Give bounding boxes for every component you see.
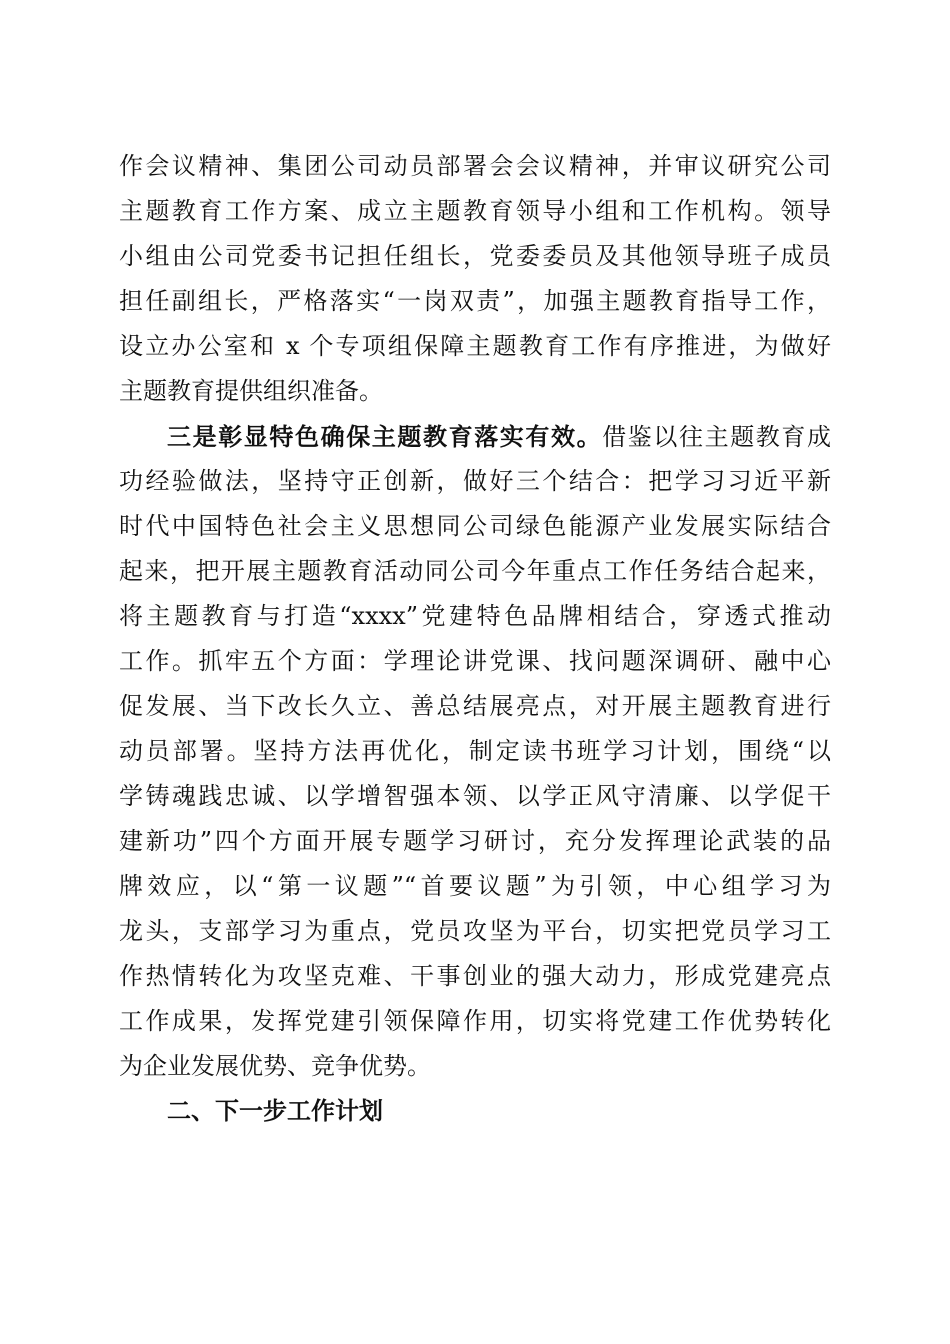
document-body	[119, 144, 831, 1134]
paragraph-2-lead-rest: 借鉴以往主题教育成	[602, 423, 831, 451]
paragraph-2-line: 为企业发展优势、竞争优势。	[119, 1052, 431, 1080]
paragraph-2-line: 牌效应，以“第一议题”“首要议题”为引领，中心组学习为	[119, 872, 831, 900]
paragraph-2-line: 工作。抓牢五个方面：学理论讲党课、找问题深调研、融中心	[119, 647, 831, 675]
section-heading: 二、下一步工作计划	[167, 1097, 383, 1125]
paragraph-1-line: 担任副组长，严格落实“一岗双责”，加强主题教育指导工作，	[119, 287, 831, 315]
paragraph-2-line: 将主题教育与打造“xxxx”党建特色品牌相结合，穿透式推动	[119, 602, 831, 630]
paragraph-2-line: 工作成果，发挥党建引领保障作用，切实将党建工作优势转化	[119, 1007, 831, 1035]
paragraph-2-line: 学铸魂践忠诚、以学增智强本领、以学正风守清廉、以学促干	[119, 782, 831, 810]
paragraph-1-line: 主题教育提供组织准备。	[119, 377, 383, 405]
paragraph-1-line: 主题教育工作方案、成立主题教育领导小组和工作机构。领导	[119, 197, 831, 225]
paragraph-2-line: 时代中国特色社会主义思想同公司绿色能源产业发展实际结合	[119, 512, 831, 540]
paragraph-2-line: 建新功”四个方面开展专题学习研讨，充分发挥理论武装的品	[119, 827, 831, 855]
paragraph-2-line: 作热情转化为攻坚克难、干事创业的强大动力，形成党建亮点	[119, 962, 831, 990]
paragraph-2-lead-bold: 三是彰显特色确保主题教育落实有效。	[167, 422, 603, 451]
paragraph-2-line: 龙头，支部学习为重点，党员攻坚为平台，切实把党员学习工	[119, 917, 831, 945]
paragraph-2-line: 动员部署。坚持方法再优化，制定读书班学习计划，围绕“以	[119, 737, 831, 765]
paragraph-2-first-line	[119, 414, 831, 459]
paragraph-2-line: 功经验做法，坚持守正创新，做好三个结合：把学习习近平新	[119, 467, 831, 495]
paragraph-2-line: 起来，把开展主题教育活动同公司今年重点工作任务结合起来，	[119, 557, 831, 585]
paragraph-1-line: 作会议精神、集团公司动员部署会会议精神，并审议研究公司	[119, 152, 831, 180]
paragraph-1-line: 设立办公室和 x 个专项组保障主题教育工作有序推进，为做好	[119, 332, 831, 360]
paragraph-2	[119, 414, 831, 1089]
paragraph-1	[119, 144, 831, 414]
paragraph-1-line: 小组由公司党委书记担任组长，党委委员及其他领导班子成员	[119, 242, 831, 270]
paragraph-2-line: 促发展、当下改长久立、善总结展亮点，对开展主题教育进行	[119, 692, 831, 720]
